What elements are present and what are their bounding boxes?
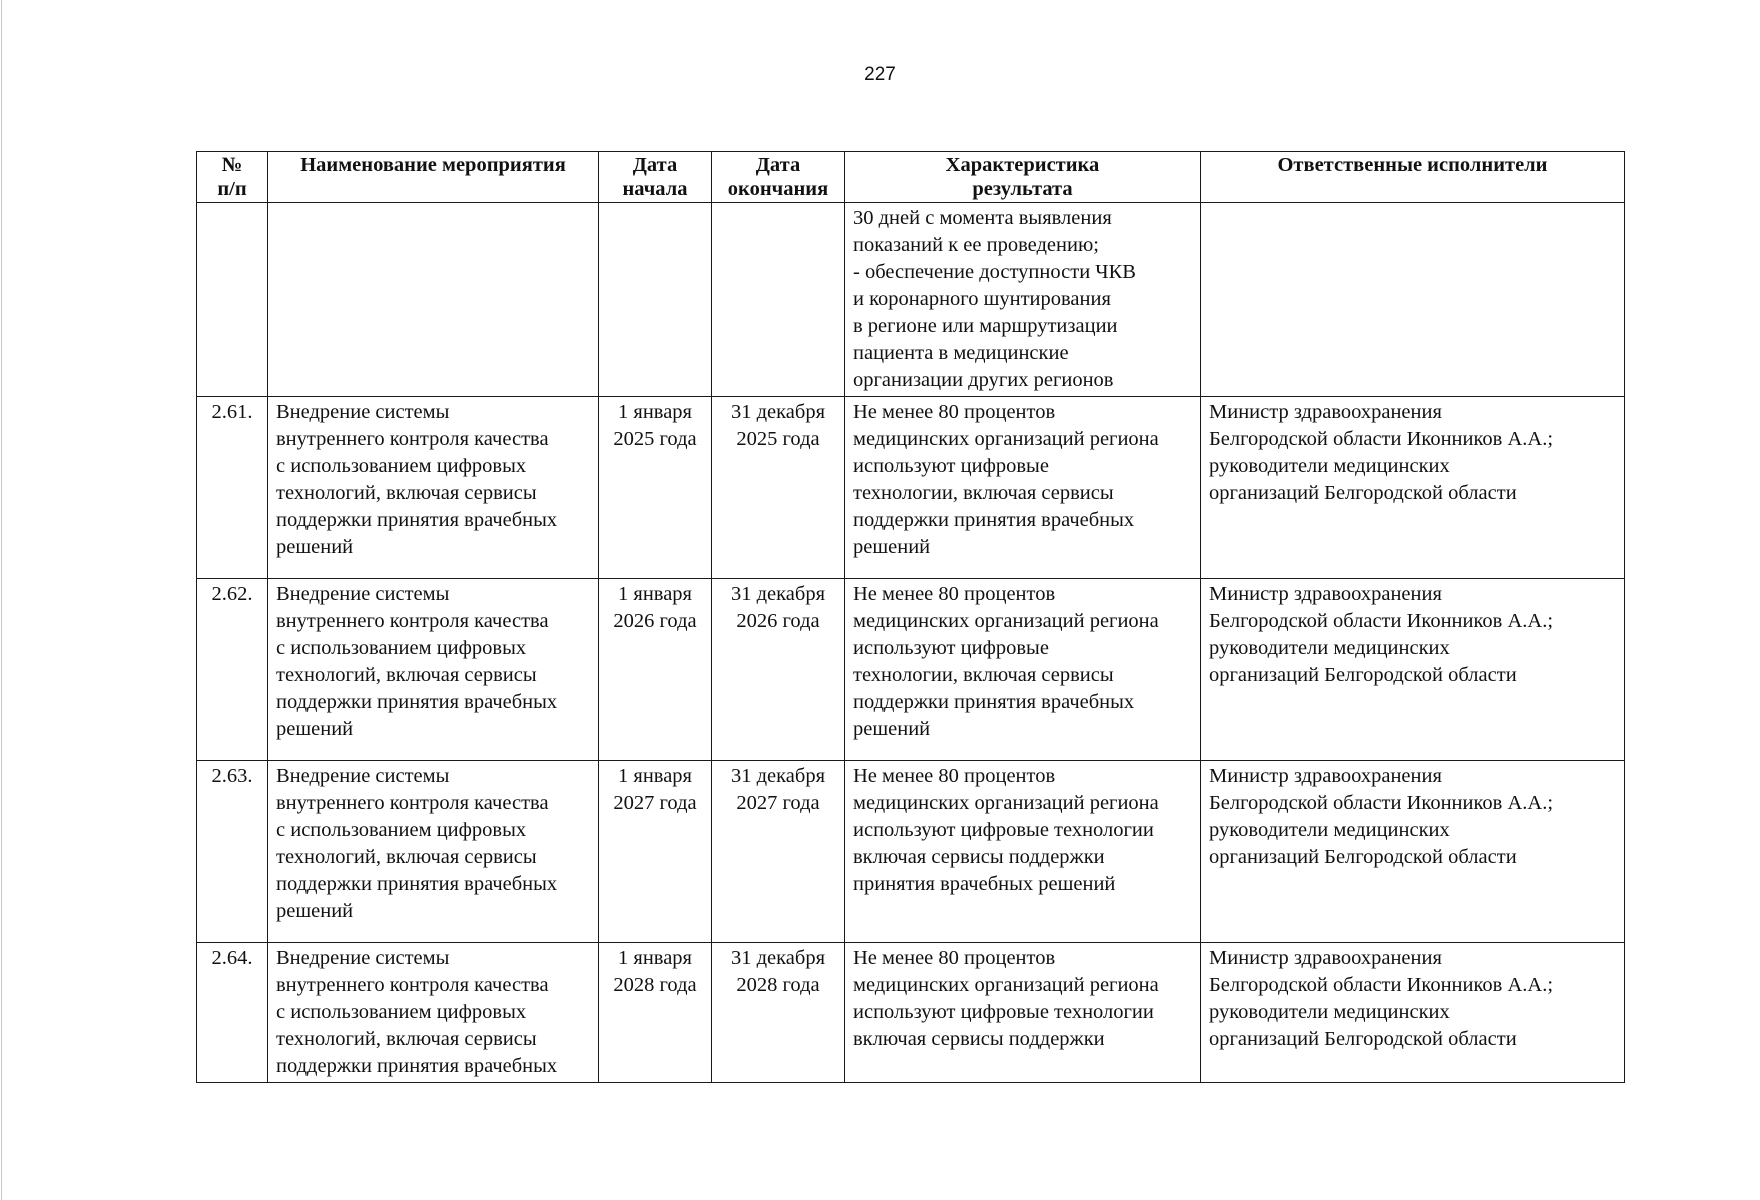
cell-responsible — [1201, 397, 1625, 579]
cell-text-line: 2026 года — [613, 610, 697, 632]
cell-text-line: медицинских организаций региона — [853, 792, 1159, 814]
cell-text-line: Внедрение системы — [276, 947, 450, 969]
page-number: 227 — [864, 64, 896, 85]
cell-text-line: включая сервисы поддержки — [853, 1028, 1105, 1050]
header-result — [845, 152, 1201, 203]
cell-end-date — [712, 397, 845, 579]
cell-text-line: Белгородской области Иконников А.А.; — [1209, 428, 1554, 450]
cell-text-line: 2025 года — [736, 428, 820, 450]
cell-text-line: поддержки принятия врачебных — [276, 691, 558, 713]
table-header-row — [197, 152, 1625, 203]
cell-text-line: 1 января — [618, 765, 692, 787]
cell-text-line: внутреннего контроля качества — [276, 610, 549, 632]
cell-text-line: 2026 года — [736, 610, 820, 632]
cell-text-line: решений — [276, 718, 354, 740]
cell-responsible — [1201, 579, 1625, 761]
cell-text-line: технологий, включая сервисы — [276, 846, 537, 868]
cell-number: 2.63. — [197, 761, 268, 943]
cell-text-line: 2027 года — [736, 792, 820, 814]
header-result-line-2: результата — [972, 178, 1073, 200]
cell-text-line: с использованием цифровых — [276, 1001, 527, 1023]
cell-text-line: Белгородской области Иконников А.А.; — [1209, 792, 1554, 814]
cell-text-line: 1 января — [618, 583, 692, 605]
cell-text-line: 1 января — [618, 401, 692, 423]
cell-text-line: технологий, включая сервисы — [276, 1028, 537, 1050]
cell-text-line: поддержки принятия врачебных — [276, 1055, 558, 1077]
cell-text-line: Не менее 80 процентов — [853, 947, 1056, 969]
cell-text-line: технологии, включая сервисы — [853, 482, 1114, 504]
header-end-date-line-2: окончания — [727, 178, 829, 200]
cell-activity-name — [268, 203, 599, 397]
cell-responsible — [1201, 761, 1625, 943]
cell-activity-name — [268, 397, 599, 579]
cell-text-line: организации других регионов — [853, 369, 1114, 391]
cell-text-line: поддержки принятия врачебных — [276, 873, 558, 895]
table-row — [197, 203, 1625, 397]
cell-text-line: технологий, включая сервисы — [276, 482, 537, 504]
cell-start-date — [599, 761, 712, 943]
cell-text-line: решений — [853, 536, 931, 558]
cell-result — [845, 203, 1201, 397]
cell-text-line: 1 января — [618, 947, 692, 969]
cell-text-line: с использованием цифровых — [276, 455, 527, 477]
cell-text-line: руководители медицинских — [1209, 637, 1450, 659]
cell-text-line: решений — [276, 536, 354, 558]
cell-number: 2.64. — [197, 943, 268, 1083]
cell-text-line: и коронарного шунтирования — [853, 288, 1111, 310]
cell-text-line: медицинских организаций региона — [853, 428, 1159, 450]
cell-responsible — [1201, 203, 1625, 397]
cell-text-line: 30 дней с момента выявления — [853, 207, 1112, 229]
cell-result — [845, 579, 1201, 761]
header-result-line-1: Характеристика — [945, 154, 1100, 176]
cell-text-line: внутреннего контроля качества — [276, 792, 549, 814]
cell-text-line: с использованием цифровых — [276, 637, 527, 659]
cell-text-line: 2028 года — [613, 974, 697, 996]
cell-text-line: - обеспечение доступности ЧКВ — [853, 261, 1136, 283]
cell-text-line: используют цифровые — [853, 455, 1049, 477]
cell-result — [845, 943, 1201, 1083]
cell-text-line: Министр здравоохранения — [1209, 583, 1442, 605]
cell-text-line: используют цифровые технологии — [853, 1001, 1154, 1023]
cell-start-date — [599, 579, 712, 761]
cell-text-line: организаций Белгородской области — [1209, 664, 1517, 686]
cell-text-line: 2025 года — [613, 428, 697, 450]
cell-text-line: организаций Белгородской области — [1209, 482, 1517, 504]
cell-text-line: Внедрение системы — [276, 583, 450, 605]
cell-text-line: используют цифровые технологии — [853, 819, 1154, 841]
table-row — [197, 943, 1625, 1083]
cell-text-line: внутреннего контроля качества — [276, 428, 549, 450]
cell-text-line: пациента в медицинские — [853, 342, 1069, 364]
cell-end-date — [712, 579, 845, 761]
cell-text-line: руководители медицинских — [1209, 1001, 1450, 1023]
cell-text-line: Белгородской области Иконников А.А.; — [1209, 974, 1554, 996]
cell-number: 2.62. — [197, 579, 268, 761]
cell-start-date — [599, 397, 712, 579]
cell-number: 2.61. — [197, 397, 268, 579]
cell-text-line: Не менее 80 процентов — [853, 765, 1056, 787]
header-activity-name — [268, 152, 599, 203]
cell-text-line: Министр здравоохранения — [1209, 947, 1442, 969]
cell-end-date — [712, 203, 845, 397]
cell-text-line: организаций Белгородской области — [1209, 1028, 1517, 1050]
header-start-date — [599, 152, 712, 203]
cell-start-date — [599, 203, 712, 397]
cell-text-line: 31 декабря — [730, 583, 825, 605]
cell-activity-name — [268, 761, 599, 943]
cell-text-line: используют цифровые — [853, 637, 1049, 659]
header-end-date-line-1: Дата — [755, 154, 801, 176]
header-number-line-1: № — [221, 154, 243, 176]
cell-text-line: Белгородской области Иконников А.А.; — [1209, 610, 1554, 632]
cell-end-date — [712, 943, 845, 1083]
header-number — [197, 152, 268, 203]
cell-text-line: медицинских организаций региона — [853, 974, 1159, 996]
cell-activity-name — [268, 579, 599, 761]
cell-activity-name — [268, 943, 599, 1083]
cell-text-line: Министр здравоохранения — [1209, 401, 1442, 423]
cell-text-line: технологий, включая сервисы — [276, 664, 537, 686]
cell-text-line: Внедрение системы — [276, 401, 450, 423]
header-start-date-line-2: начала — [622, 178, 688, 200]
cell-end-date — [712, 761, 845, 943]
cell-text-line: принятия врачебных решений — [853, 873, 1116, 895]
cell-text-line: Не менее 80 процентов — [853, 401, 1056, 423]
table-row — [197, 397, 1625, 579]
cell-result — [845, 761, 1201, 943]
cell-text-line: с использованием цифровых — [276, 819, 527, 841]
cell-text-line: руководители медицинских — [1209, 819, 1450, 841]
table-row — [197, 579, 1625, 761]
scan-edge-line — [1, 0, 2, 1200]
cell-text-line: Не менее 80 процентов — [853, 583, 1056, 605]
cell-text-line: поддержки принятия врачебных — [276, 509, 558, 531]
cell-text-line: в регионе или маршрутизации — [853, 315, 1118, 337]
cell-text-line: решений — [853, 718, 931, 740]
cell-text-line: Министр здравоохранения — [1209, 765, 1442, 787]
cell-text-line: решений — [276, 900, 354, 922]
cell-text-line: включая сервисы поддержки — [853, 846, 1105, 868]
cell-result — [845, 397, 1201, 579]
table-row — [197, 761, 1625, 943]
cell-text-line: показаний к ее проведению; — [853, 234, 1099, 256]
cell-text-line: медицинских организаций региона — [853, 610, 1159, 632]
header-responsible — [1201, 152, 1625, 203]
cell-text-line: Внедрение системы — [276, 765, 450, 787]
header-number-line-2: п/п — [217, 178, 247, 200]
cell-text-line: технологии, включая сервисы — [853, 664, 1114, 686]
cell-text-line: руководители медицинских — [1209, 455, 1450, 477]
activities-table — [196, 151, 1625, 1083]
cell-number — [197, 203, 268, 397]
cell-text-line: 31 декабря — [730, 401, 825, 423]
cell-text-line: поддержки принятия врачебных — [853, 509, 1135, 531]
cell-responsible — [1201, 943, 1625, 1083]
cell-start-date — [599, 943, 712, 1083]
cell-text-line: внутреннего контроля качества — [276, 974, 549, 996]
cell-text-line: 2028 года — [736, 974, 820, 996]
cell-text-line: 31 декабря — [730, 765, 825, 787]
header-start-date-line-1: Дата — [632, 154, 678, 176]
header-responsible-line-1: Ответственные исполнители — [1277, 154, 1548, 176]
header-activity-name-line-1: Наименование мероприятия — [300, 154, 566, 176]
cell-text-line: организаций Белгородской области — [1209, 846, 1517, 868]
cell-text-line: поддержки принятия врачебных — [853, 691, 1135, 713]
header-end-date — [712, 152, 845, 203]
cell-text-line: 2027 года — [613, 792, 697, 814]
cell-text-line: 31 декабря — [730, 947, 825, 969]
